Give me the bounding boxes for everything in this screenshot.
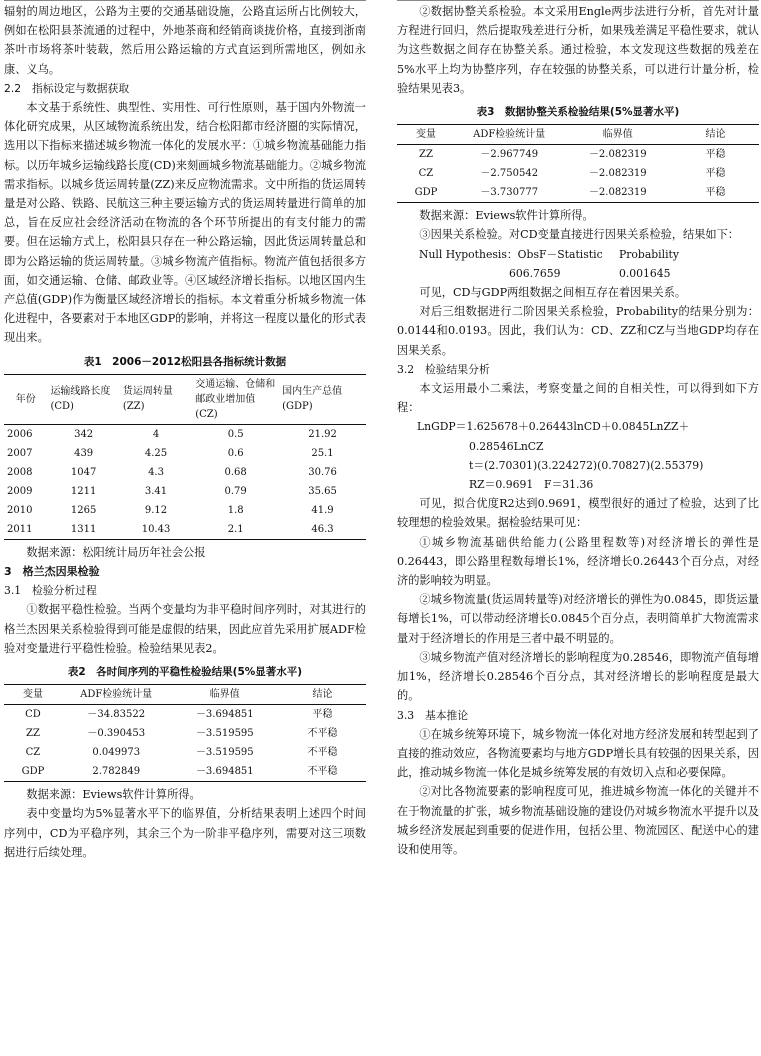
mutual-causality-paragraph: 可见，CD与GDP两组数据之间相互存在着因果关系。 — [419, 286, 687, 300]
section-3-3-heading: 3.3 基本推论 — [397, 708, 469, 722]
table-cell: 25.1 — [311, 447, 334, 459]
table-cell: 21.92 — [308, 428, 337, 440]
table-cell: 35.65 — [308, 485, 337, 497]
section-3-2-heading: 3.2 检验结果分析 — [397, 362, 490, 376]
table-cell: ZZ — [419, 149, 433, 161]
table-cell: 平稳 — [705, 149, 726, 161]
table-cell: 3.41 — [144, 485, 168, 497]
table-cell: －2.082319 — [588, 187, 647, 199]
section-3-1-paragraph: ①数据平稳性检验。当两个变量均为非平稳时间序列时，对其进行的格兰杰因果关系检验得到可能是虚假的结果，因此应首先采用扩展ADF检验对变量进行平稳性检验。检验结果见表2。 — [4, 603, 366, 655]
table-cell: 0.5 — [227, 428, 244, 440]
table-cell: 2.1 — [227, 523, 244, 535]
probability-value: 0.001645 — [619, 266, 671, 280]
table-cell: 2009 — [7, 485, 33, 497]
table-cell: －3.730777 — [480, 187, 539, 199]
section-3-2-paragraph: 本文运用最小二乘法，考察变量之间的自相关性，可以得到如下方程： — [397, 382, 759, 415]
table-row — [4, 724, 366, 743]
table-cell: 平稳 — [705, 187, 726, 199]
result-3-paragraph: ③城乡物流产值对经济增长的影响程度为0.28546，即物流产值每增加1%，经济增长0.28546个百分点，其对经济增长的影响程度是最大的。 — [397, 650, 759, 703]
table-1-source: 数据来源：松阳统计局历年社会公报 — [26, 545, 206, 559]
table-cell: －2.967749 — [480, 149, 539, 161]
table-row — [397, 164, 759, 183]
table-cell: GDP — [414, 187, 438, 199]
table-1-header: 货运周转量(ZZ) — [120, 374, 192, 424]
table-1-header: 交通运输、仓储和邮政业增加值(CZ) — [192, 374, 279, 424]
table-cell: 2007 — [7, 447, 33, 459]
table-cell: 0.79 — [224, 485, 247, 497]
table-cell: 2011 — [7, 523, 33, 535]
table-cell: 0.68 — [224, 466, 247, 478]
table-row — [4, 424, 366, 444]
table-3-header: 变量 — [397, 125, 455, 145]
table-cell: CD — [25, 709, 41, 721]
table-cell: －3.519595 — [195, 728, 254, 740]
result-1-paragraph: ①城乡物流基础供给能力(公路里程数等)对经济增长的弹性是0.26443，即公路里程数每增长1%，经济增长0.26443个百分点，对经济的影响较为明显。 — [397, 535, 759, 588]
table-3-source: 数据来源：Eviews软件计算所得。 — [419, 209, 594, 223]
table-cell: 2.782849 — [92, 766, 141, 778]
table-cell: 2008 — [7, 466, 33, 478]
table-1-header-row — [4, 374, 366, 424]
table-row — [4, 520, 366, 540]
table-cell: 0.6 — [227, 447, 244, 459]
table-2-caption: 表2 各时间序列的平稳性检验结果(5%显著水平) — [67, 666, 303, 679]
table-cell: 平稳 — [312, 709, 333, 721]
table-cell: 342 — [74, 428, 94, 440]
table-cell: 2010 — [7, 504, 33, 516]
probability-label: Probability — [619, 247, 679, 261]
conclusion-1-paragraph: ①在城乡统筹环境下，城乡物流一体化对地方经济发展和转型起到了直接的推动效应，各物流要素均与地方GDP增长具有较强的因果关系，因此，推动城乡物流一体化是城乡统筹发展的有效切入点和必要保障。 — [397, 727, 759, 780]
section-3-heading: 3 格兰杰因果检验 — [4, 565, 100, 579]
header-rule-left — [4, 0, 366, 1]
table-2-header: 临界值 — [171, 685, 280, 705]
table-row — [397, 145, 759, 165]
table-cell: －2.750542 — [480, 168, 539, 180]
null-hypothesis-label: Null Hypothesis：ObsF－Statistic — [419, 247, 603, 261]
table-cell: －3.519595 — [195, 747, 254, 759]
header-rule-right — [397, 0, 759, 1]
right-column — [397, 2, 759, 859]
second-order-paragraph: 对后三组数据进行二阶因果关系检验，Probability的结果分别为：0.0144和0.0193。因此，我们认为：CD、ZZ和CZ与当地GDP均存在因果关系。 — [397, 305, 759, 357]
table-row — [4, 762, 366, 782]
table-2-header: ADF检验统计量 — [62, 685, 171, 705]
table-row — [4, 743, 366, 762]
table-row — [4, 444, 366, 463]
table-1-header: 年份 — [4, 374, 47, 424]
section-2-2-paragraph: 本文基于系统性、典型性、实用性、可行性原则，基于国内外物流一体化研究成果，从区域物流系统出发，结合松阳都市经济圈的实际情况，选用以下指标来描述城乡物流一体化的发展水平：①城乡物流基础能力指标。以历年城乡运输线路长度(CD)来刻画城乡物流基础能力。②城乡物流需求指标。以城乡货运周转量(ZZ)来反应物流需求。文中所指的货运周转量是对公路、铁路、民航这三种主要运输方式的货运周转量进行简单的加总，旨在反应社会经济活动在物流的各个环节所提出的有支付能力的需要。但在运输方式上，松阳县只存在一种公路运输，因此货运周转量总和即为公路运输的货运周转量。③城乡物流产值指标。物流产值包括很多方面，如交通运输、仓储、邮政业等。④区域经济增长指标。以地区国内生产总值(GDP)作为衡量区域经济增长的指标。本文着重分析城乡物流一体化进程中，各要素对于本地区GDP的影响，并将这一程度以量化的形式表现出来。 — [4, 101, 366, 345]
table-row — [4, 463, 366, 482]
table-cell: 30.76 — [308, 466, 337, 478]
table-cell: 1047 — [70, 466, 97, 478]
table-cell: 不平稳 — [307, 766, 338, 778]
table-cell: 不平稳 — [307, 747, 338, 759]
table-cell: －3.694851 — [195, 766, 254, 778]
result-2-paragraph: ②城乡物流量(货运周转量等)对经济增长的弹性为0.0845，即货运量每增长1%，可以带动经济增长0.0845个百分点，表明简单扩大物流需求量对于经济增长的作用是三者中最不明显的。 — [397, 593, 759, 645]
f-statistic-value: 606.7659 — [509, 266, 561, 280]
table-2-source: 数据来源：Eviews软件计算所得。 — [26, 788, 201, 802]
section-3-1-heading: 3.1 检验分析过程 — [4, 584, 97, 598]
table-1-header: 国内生产总值(GDP) — [279, 374, 366, 424]
table-cell: －2.082319 — [588, 168, 647, 180]
table-cell: CZ — [25, 747, 41, 759]
equation-fit-stats: RZ＝0.9691 F＝31.36 — [469, 478, 594, 492]
table-cell: －34.83522 — [87, 709, 146, 721]
table-row — [4, 501, 366, 520]
table-2-header: 变量 — [4, 685, 62, 705]
table-cell: 平稳 — [705, 168, 726, 180]
table-row — [4, 705, 366, 725]
equation-line-1: LnGDP＝1.625678＋0.26443lnCD＋0.0845LnZZ＋ — [417, 420, 690, 434]
table-cell: 4.25 — [144, 447, 168, 459]
equation-line-2: 0.28546LnCZ — [469, 439, 544, 453]
table-3-header: 结论 — [672, 125, 759, 145]
table-cell: 439 — [74, 447, 94, 459]
table-3-caption: 表3 数据协整关系检验结果(5%显著水平) — [476, 106, 680, 119]
section-2-2-heading: 2.2 指标设定与数据获取 — [4, 81, 130, 95]
causality-paragraph: ③因果关系检验。对CD变量直接进行因果关系检验，结果如下： — [419, 228, 739, 242]
table-cell: 2006 — [7, 428, 33, 440]
table-cell: 0.049973 — [92, 747, 141, 759]
table-2-header: 结论 — [279, 685, 366, 705]
granger-result-block — [397, 245, 759, 283]
after-table-2-paragraph: 表中变量均为5%显著水平下的临界值，分析结果表明上述四个时间序列中，CD为平稳序列，其余三个为一阶非平稳序列，需要对这三项数据进行后续处理。 — [4, 807, 366, 859]
table-2 — [4, 684, 366, 782]
table-row — [397, 183, 759, 203]
intro-paragraph: 辐射的周边地区，公路为主要的交通基础设施，公路直运所占比例较大，例如在松阳县茶流通的过程中，外地茶商和经销商谈拢价格，直接到浙南茶叶市场将茶叶装载，然后用公路运输的方式直运到所需地区，例如永康、义乌。 — [4, 5, 366, 76]
table-3-header: ADF检验统计量 — [455, 125, 564, 145]
cointegration-paragraph: ②数据协整关系检验。本文采用Engle两步法进行分析，首先对计量方程进行回归，然后提取残差进行分析，如果残差满足平稳性要求，就认为这些数据之间存在协整关系。通过检验，本文发现这些数据的残差在5%水平上均为协整序列，存在较强的协整关系，可以进行计量分析，检验结果见表3。 — [397, 5, 759, 95]
table-cell: －2.082319 — [588, 149, 647, 161]
table-cell: 4.3 — [148, 466, 164, 478]
table-cell: 9.12 — [144, 504, 168, 516]
table-cell: 不平稳 — [307, 728, 338, 740]
conclusion-2-paragraph: ②对比各物流要素的影响程度可见，推进城乡物流一体化的关键并不在于物流量的扩张，城乡物流基础设施的建设仍对城乡物流水平提升以及城乡经济发展起到重要的促进作用，包括公里、物流园区、配送中心的建设和使用等。 — [397, 785, 759, 856]
table-cell: 10.43 — [141, 523, 171, 535]
table-cell: ZZ — [26, 728, 40, 740]
table-1-caption: 表1 2006－2012松阳县各指标统计数据 — [83, 355, 287, 368]
table-3-header-row — [397, 125, 759, 145]
table-3 — [397, 124, 759, 203]
table-cell: 4 — [152, 428, 160, 440]
table-cell: 1211 — [70, 485, 97, 497]
table-row — [4, 482, 366, 501]
table-1 — [4, 374, 366, 540]
table-cell: GDP — [21, 766, 45, 778]
table-cell: 46.3 — [311, 523, 334, 535]
fit-paragraph: 可见，拟合优度R2达到0.9691，模型很好的通过了检验，达到了比较理想的检验效果。据检验结果可见： — [397, 497, 759, 530]
table-2-header-row — [4, 685, 366, 705]
equation-t-values: t＝(2.70301)(3.224272)(0.70827)(2.55379) — [469, 458, 704, 472]
table-cell: 41.9 — [311, 504, 334, 516]
table-1-header: 运输线路长度(CD) — [47, 374, 119, 424]
left-column — [4, 2, 366, 862]
table-cell: 1311 — [70, 523, 97, 535]
table-cell: －0.390453 — [87, 728, 146, 740]
table-cell: 1.8 — [227, 504, 244, 516]
table-cell: 1265 — [70, 504, 97, 516]
table-3-header: 临界值 — [564, 125, 673, 145]
table-cell: CZ — [418, 168, 434, 180]
table-cell: －3.694851 — [195, 709, 254, 721]
